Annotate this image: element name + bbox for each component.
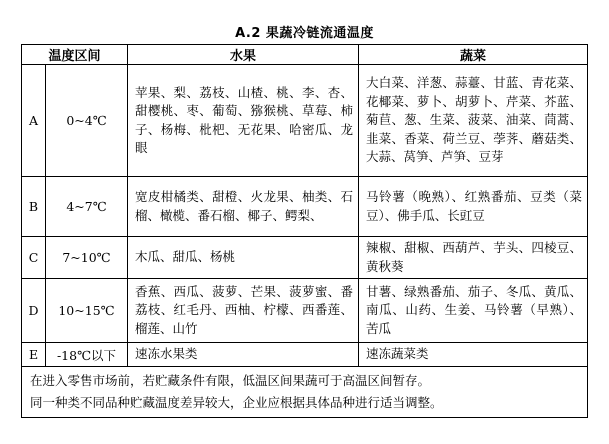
level-label: C (22, 237, 46, 279)
temperature-range: 4~7℃ (46, 177, 128, 237)
cold-chain-temperature-table (21, 44, 588, 418)
temperature-range: -18℃以下 (46, 343, 128, 367)
vegetables-cell: 甘薯、绿熟番茄、茄子、冬瓜、黄瓜、南瓜、山药、生姜、马铃薯（早熟）、苦瓜 (359, 279, 588, 343)
table-title: A.2 果蔬冷链流通温度 (235, 26, 374, 41)
fruits-cell: 速冻水果类 (128, 343, 359, 367)
fruits-cell: 苹果、梨、荔枝、山楂、桃、李、杏、甜樱桃、枣、葡萄、猕猴桃、草莓、柿子、杨梅、枇杷、无花果、哈密瓜、龙眼 (128, 65, 359, 177)
level-label: B (22, 177, 46, 237)
header-row (22, 45, 588, 65)
table-row (22, 279, 588, 343)
table-row (22, 65, 588, 177)
vegetables-cell: 大白菜、洋葱、蒜薹、甘蓝、青花菜、花椰菜、萝卜、胡萝卜、芹菜、芥蓝、菊苣、葱、生菜、菠菜、油菜、茼蒿、韭菜、香菜、荷兰豆、荸荠、蘑菇类、大蒜、莴笋、芦笋、豆芽 (359, 65, 588, 177)
note-text: 在进入零售市场前，若贮藏条件有限，低温区间果蔬可于高温区间暂存。 (30, 373, 431, 388)
temperature-range: 7~10℃ (46, 237, 128, 279)
note-text: 同一种类不同品种贮藏温度差异较大，企业应根据具体品种进行适当调整。 (30, 395, 443, 410)
notes-row (22, 367, 588, 418)
vegetables-cell: 辣椒、甜椒、西葫芦、芋头、四棱豆、黄秋葵 (359, 237, 588, 279)
level-label: E (22, 343, 46, 367)
table-row (22, 177, 588, 237)
temperature-range: 10~15℃ (46, 279, 128, 343)
notes-cell (22, 367, 588, 418)
header-range: 温度区间 (22, 45, 128, 65)
level-label: D (22, 279, 46, 343)
header-vegetables: 蔬菜 (359, 45, 588, 65)
fruits-cell: 木瓜、甜瓜、杨桃 (128, 237, 359, 279)
vegetables-cell: 速冻蔬菜类 (359, 343, 588, 367)
table-row (22, 343, 588, 367)
fruits-cell: 宽皮柑橘类、甜橙、火龙果、柚类、石榴、橄榄、番石榴、椰子、鳄梨、 (128, 177, 359, 237)
fruits-cell: 香蕉、西瓜、菠萝、芒果、菠萝蜜、番荔枝、红毛丹、西柚、柠檬、西番莲、榴莲、山竹 (128, 279, 359, 343)
table-row (22, 237, 588, 279)
level-label: A (22, 65, 46, 177)
vegetables-cell: 马铃薯（晚熟）、红熟番茄、豆类（菜豆）、佛手瓜、长豇豆 (359, 177, 588, 237)
header-fruits: 水果 (128, 45, 359, 65)
temperature-range: 0~4℃ (46, 65, 128, 177)
